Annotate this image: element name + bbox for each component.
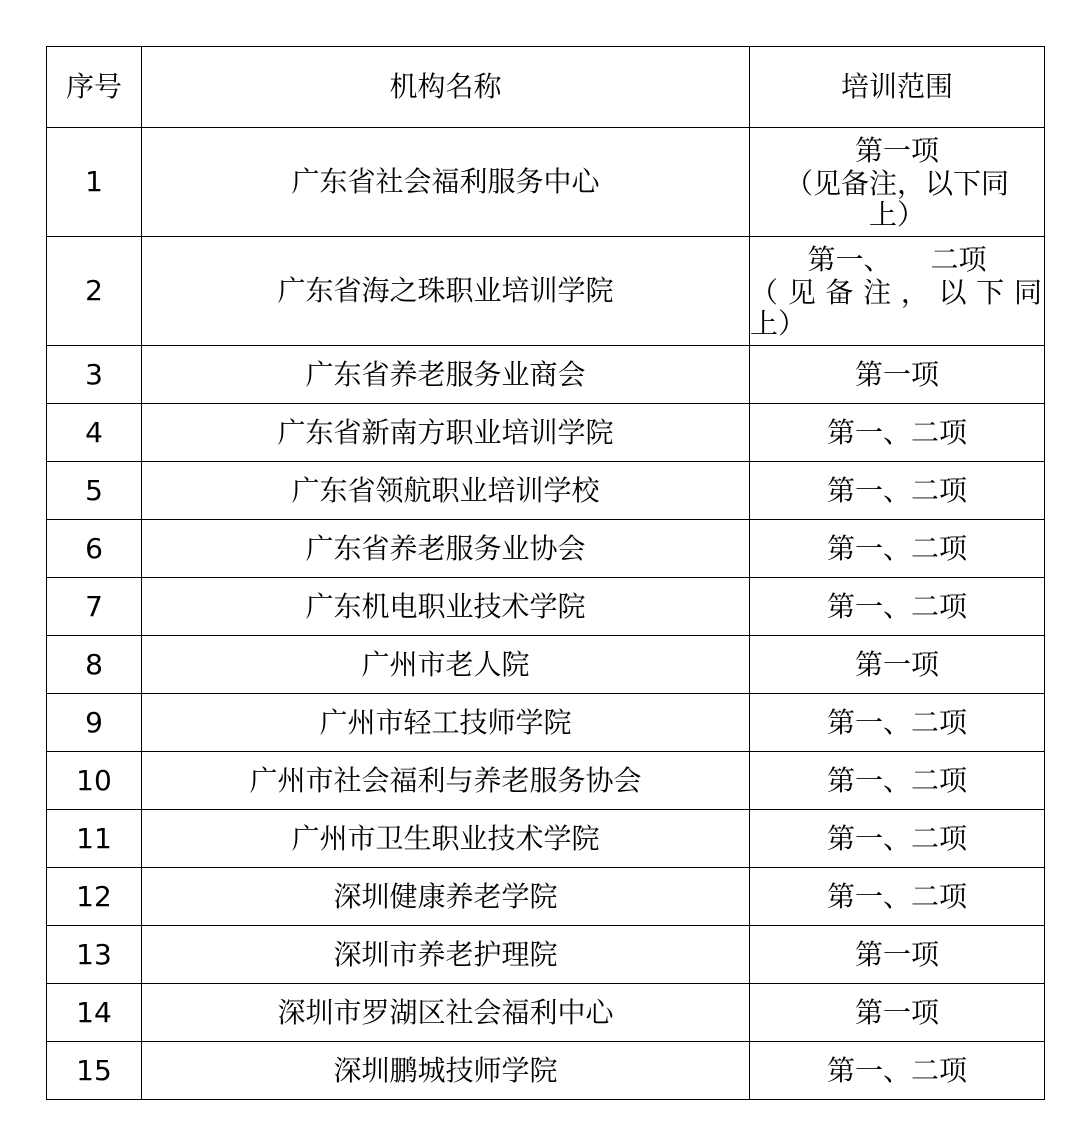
training-scope-cell: 第一项 [750,984,1045,1042]
table-row [47,578,1045,636]
training-scope-note-tail: 上） [750,307,807,340]
training-scope-cell: 第一项 [750,346,1045,404]
serial-number-cell: 2 [47,237,142,346]
table-row [47,752,1045,810]
training-scope-cell: 第一项 [750,926,1045,984]
institution-name-cell: 广州市社会福利与养老服务协会 [142,752,750,810]
training-scope-cell [750,237,1045,346]
serial-number-cell: 12 [47,868,142,926]
serial-number-cell: 7 [47,578,142,636]
training-scope-cell: 第一、二项 [750,462,1045,520]
table-row [47,636,1045,694]
institution-name-cell: 广东省养老服务业商会 [142,346,750,404]
training-scope-note: （见备注，以下同 [750,276,1044,309]
training-scope-note: （见备注，以下同 [784,167,1009,200]
institution-name-cell: 深圳健康养老学院 [142,868,750,926]
training-scope-cell: 第一、二项 [750,1042,1045,1100]
header-training-scope: 培训范围 [750,47,1045,128]
training-scope-text: 第一、 二项 [807,243,987,276]
table-row [47,520,1045,578]
training-scope-cell: 第一、二项 [750,810,1045,868]
institution-name-cell: 深圳鹏城技师学院 [142,1042,750,1100]
training-scope-note-tail: 上） [868,198,925,231]
header-serial-number: 序号 [47,47,142,128]
training-scope-text: 第一项 [854,134,939,167]
institution-name-cell: 广东机电职业技术学院 [142,578,750,636]
table-row [47,926,1045,984]
institution-name-cell: 广东省新南方职业培训学院 [142,404,750,462]
serial-number-cell: 11 [47,810,142,868]
serial-number-cell: 8 [47,636,142,694]
serial-number-cell: 9 [47,694,142,752]
table-row [47,462,1045,520]
serial-number-cell: 15 [47,1042,142,1100]
institution-table [46,46,1045,1100]
table-row [47,1042,1045,1100]
serial-number-cell: 6 [47,520,142,578]
table-row [47,237,1045,346]
serial-number-cell: 13 [47,926,142,984]
training-scope-cell: 第一、二项 [750,578,1045,636]
training-scope-cell: 第一、二项 [750,520,1045,578]
table-row [47,984,1045,1042]
serial-number-cell: 14 [47,984,142,1042]
institution-name-cell: 广东省社会福利服务中心 [142,128,750,237]
training-scope-cell: 第一、二项 [750,694,1045,752]
table-row [47,404,1045,462]
training-scope-cell [750,128,1045,237]
institution-name-cell: 广东省海之珠职业培训学院 [142,237,750,346]
institution-name-cell: 广州市卫生职业技术学院 [142,810,750,868]
serial-number-cell: 3 [47,346,142,404]
institution-name-cell: 深圳市罗湖区社会福利中心 [142,984,750,1042]
serial-number-cell: 5 [47,462,142,520]
institution-name-cell: 广东省养老服务业协会 [142,520,750,578]
table-header-row [47,47,1045,128]
institution-name-cell: 广州市轻工技师学院 [142,694,750,752]
training-scope-cell: 第一项 [750,636,1045,694]
serial-number-cell: 4 [47,404,142,462]
header-institution-name: 机构名称 [142,47,750,128]
table-row [47,868,1045,926]
serial-number-cell: 10 [47,752,142,810]
institution-name-cell: 广东省领航职业培训学校 [142,462,750,520]
institution-name-cell: 深圳市养老护理院 [142,926,750,984]
table-row [47,346,1045,404]
serial-number-cell: 1 [47,128,142,237]
training-scope-cell: 第一、二项 [750,868,1045,926]
training-scope-cell: 第一、二项 [750,752,1045,810]
table-row [47,694,1045,752]
table-row [47,128,1045,237]
institution-name-cell: 广州市老人院 [142,636,750,694]
training-scope-cell: 第一、二项 [750,404,1045,462]
table-row [47,810,1045,868]
